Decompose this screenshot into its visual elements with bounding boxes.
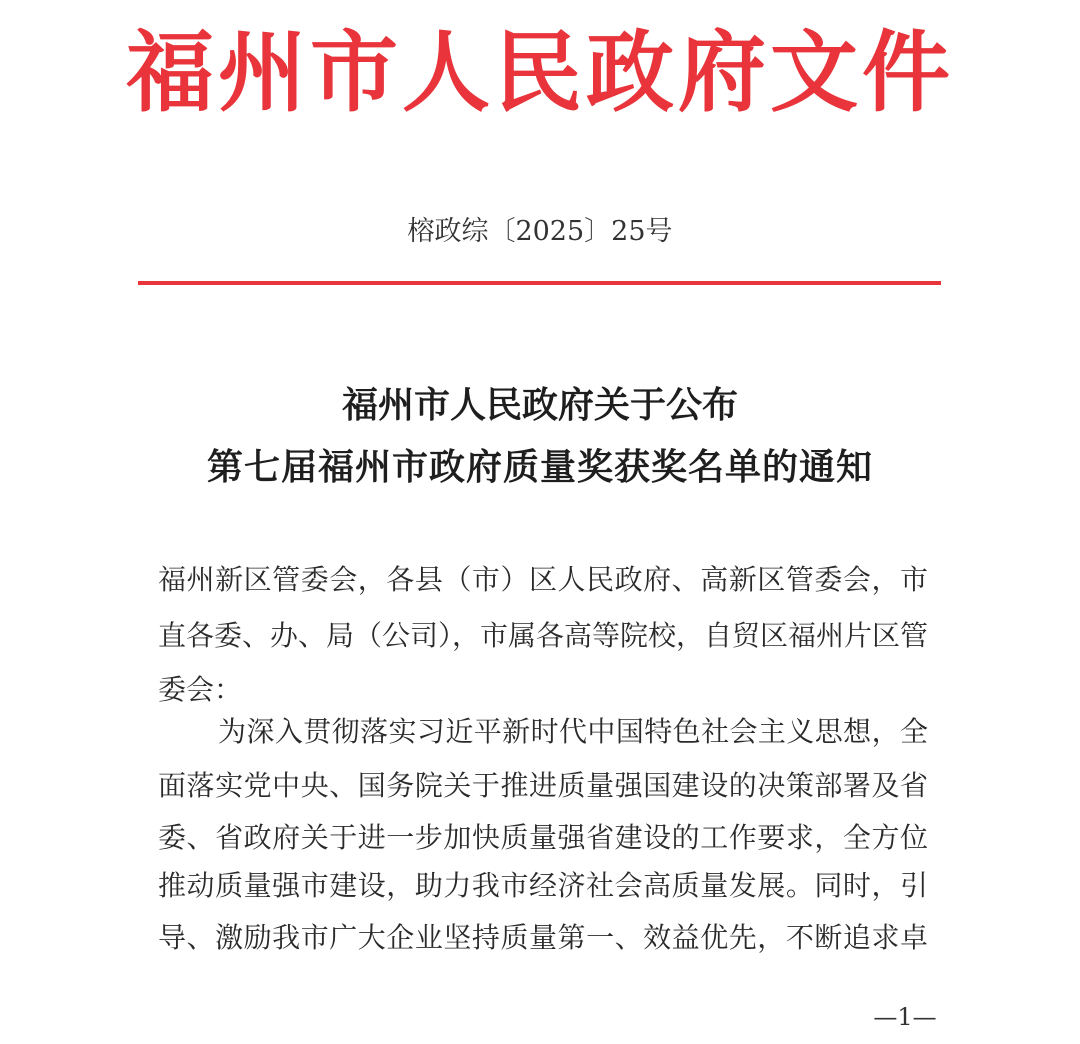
body-paragraph-line: 委、省政府关于进一步加快质量强省建设的工作要求，全方位 — [158, 821, 928, 854]
document-title-line-1: 福州市人民政府关于公布 — [341, 385, 738, 426]
addressee-line: 委会： — [158, 673, 243, 706]
red-divider-line — [138, 281, 941, 285]
addressee-line: 福州新区管委会，各县（市）区人民政府、高新区管委会，市 — [158, 563, 928, 596]
body-paragraph-line: 面落实党中央、国务院关于推进质量强国建设的决策部署及省 — [158, 769, 928, 802]
body-paragraph-line: 为深入贯彻落实习近平新时代中国特色社会主义思想，全 — [218, 715, 928, 748]
addressee-line: 直各委、办、局（公司），市属各高等院校，自贸区福州片区管 — [158, 619, 929, 652]
document-number: 榕政综〔2025〕25号 — [407, 216, 673, 247]
document-masthead: 福州市人民政府文件 — [125, 20, 954, 124]
document-title-line-2: 第七届福州市政府质量奖获奖名单的通知 — [206, 447, 873, 488]
body-paragraph-line: 导、激励我市广大企业坚持质量第一、效益优先，不断追求卓 — [158, 921, 928, 954]
page-number: —1— — [873, 1003, 937, 1031]
body-paragraph-line: 推动质量强市建设，助力我市经济社会高质量发展。同时，引 — [158, 869, 928, 902]
